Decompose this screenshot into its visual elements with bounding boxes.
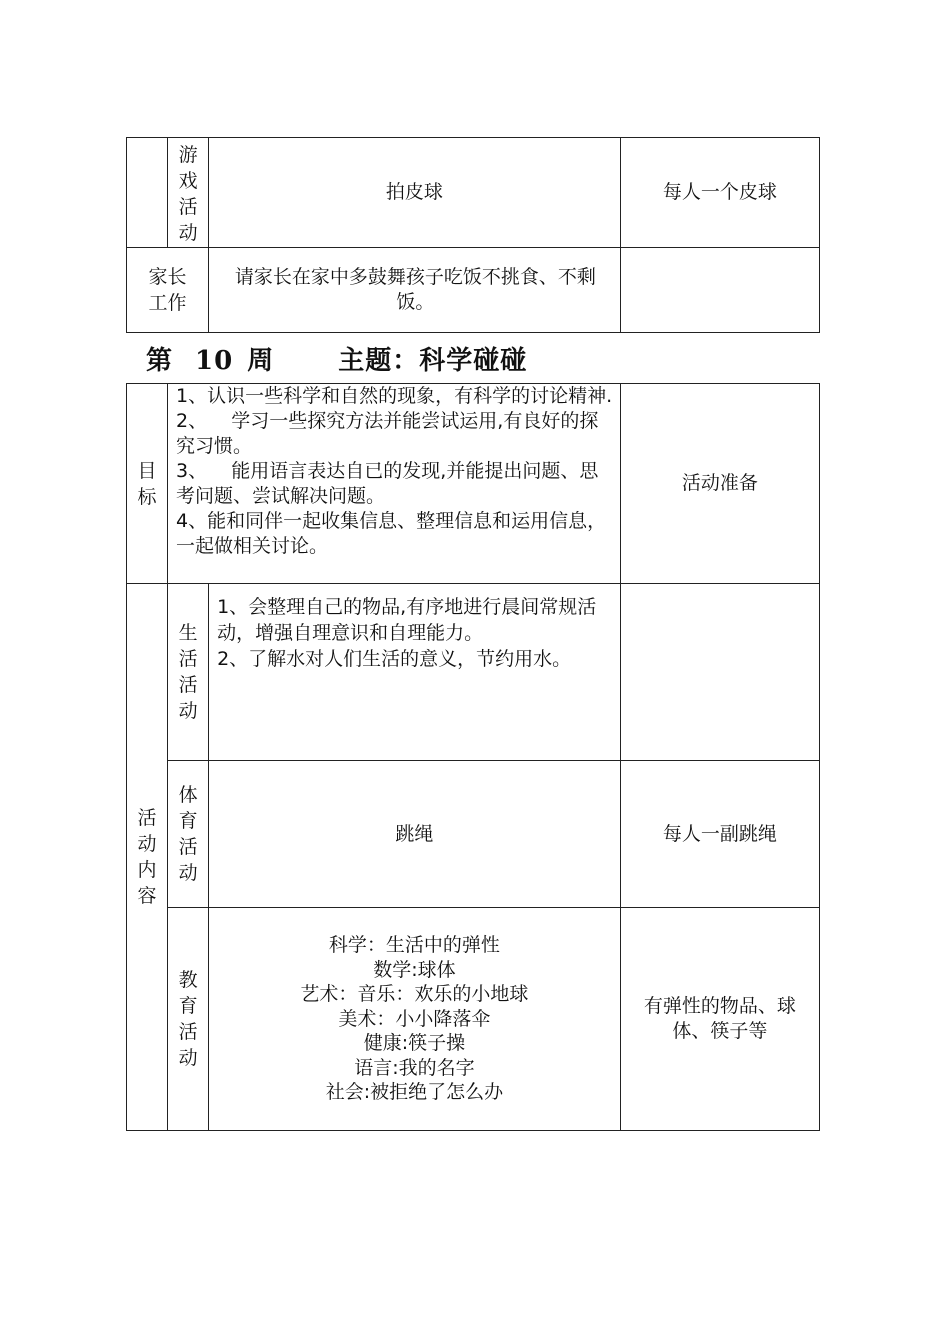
game-prep: 每人一个皮球 [620,138,819,248]
pe-label-text: 体育活动 [178,784,198,884]
pe-content: 跳绳 [209,761,621,908]
table-row [127,908,820,1131]
table-row [127,138,820,248]
week-number: 10 [195,346,234,376]
life-item: 1、会整理自己的物品,有序地进行晨间常规活动，增强自理意识和自理能力。 [217,596,597,644]
goals-cell [168,384,621,584]
edu-item: 语言:我的名字 [354,1056,475,1079]
parent-content-text: 请家长在家中多鼓舞孩子吃饭不挑食、不剩饭。 [234,266,596,313]
edu-item: 健康:筷子操 [363,1032,466,1055]
goal-label-text: 目标 [137,459,157,508]
parent-label [127,248,209,333]
activity-label [127,584,168,1131]
table-row [127,761,820,908]
pe-label [168,761,209,908]
edu-item: 美术：小小降落伞 [338,1007,491,1030]
table-top [126,137,820,333]
goal-item: 4、能和同伴一起收集信息、整理信息和运用信息，一起做相关讨论。 [176,510,607,557]
goal-item: 3、 能用语言表达自已的发现,并能提出问题、思考问题、尝试解决问题。 [176,460,599,507]
life-content [209,584,621,761]
life-prep [620,584,819,761]
edu-content [209,908,621,1131]
life-item: 2、了解水对人们生活的意义，节约用水。 [217,648,572,670]
edu-prep-text: 有弹性的物品、球体、筷子等 [643,995,796,1042]
edu-prep [620,908,819,1131]
week-suffix: 周 [247,346,275,376]
week-heading [146,340,527,380]
table-main [126,383,820,1131]
parent-prep [620,248,819,333]
week-prefix: 第 [146,346,174,376]
pe-prep: 每人一副跳绳 [620,761,819,908]
edu-label [168,908,209,1131]
table-row [127,584,820,761]
game-content: 拍皮球 [209,138,621,248]
parent-content [209,248,621,333]
life-label [168,584,209,761]
game-label [168,138,209,248]
prep-header: 活动准备 [620,384,819,584]
life-label-text: 生活活动 [178,622,198,722]
theme-title: 主题：科学碰碰 [338,346,528,376]
game-label-text: 游戏活动 [178,144,198,244]
goal-item: 1、认识一些科学和自然的现象，有科学的讨论精神. [176,385,613,407]
edu-label-text: 教育活动 [178,969,198,1069]
edu-item: 社会:被拒绝了怎么办 [325,1081,504,1104]
goal-label [127,384,168,584]
empty-cell [127,138,168,248]
table-row [127,248,820,333]
edu-item: 数学:球体 [373,958,456,981]
edu-item: 艺术：音乐：欢乐的小地球 [300,983,529,1006]
edu-item: 科学：生活中的弹性 [328,934,500,957]
goal-item: 2、 学习一些探究方法并能尝试运用,有良好的探究习惯。 [176,410,599,457]
activity-label-text: 活动内容 [137,807,157,907]
parent-label-text: 家长工作 [148,266,187,314]
table-row [127,384,820,584]
